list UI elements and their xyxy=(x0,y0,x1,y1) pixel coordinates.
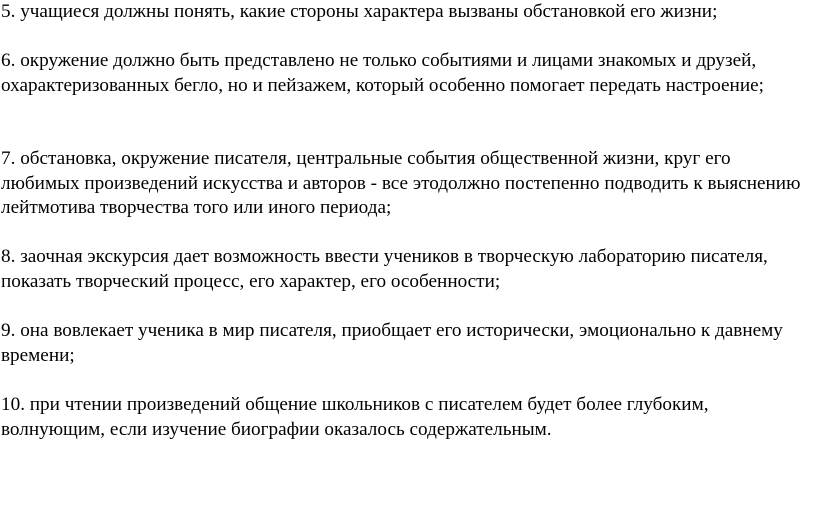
paragraph-5: 5. учащиеся должны понять, какие стороны характера вызваны обстановкой его жизни; xyxy=(1,1,718,22)
paragraph-8: 8. заочная экскурсия дает возможность ввести учеников в творческую лабораторию писателя, показать творческий процесс, его характер, его особенности; xyxy=(1,246,768,292)
paragraph-7: 7. обстановка, окружение писателя, центральные события общественной жизни, круг его любимых произведений искусства и авторов - все этодолжно постепенно подводить к выяснению лейтмотива творчества того или иного периода; xyxy=(1,148,801,219)
paragraph-10: 10. при чтении произведений общение школьников с писателем будет более глубоким, волнующим, если изучение биографии оказалось содержательным. xyxy=(1,394,709,440)
paragraph-6: 6. окружение должно быть представлено не только событиями и лицами знакомых и друзей, охарактеризованных бегло, но и пейзажем, который особенно помогает передать настроение; xyxy=(1,50,764,96)
paragraph-9: 9. она вовлекает ученика в мир писателя, приобщает его исторически, эмоционально к давнему времени; xyxy=(1,320,783,366)
